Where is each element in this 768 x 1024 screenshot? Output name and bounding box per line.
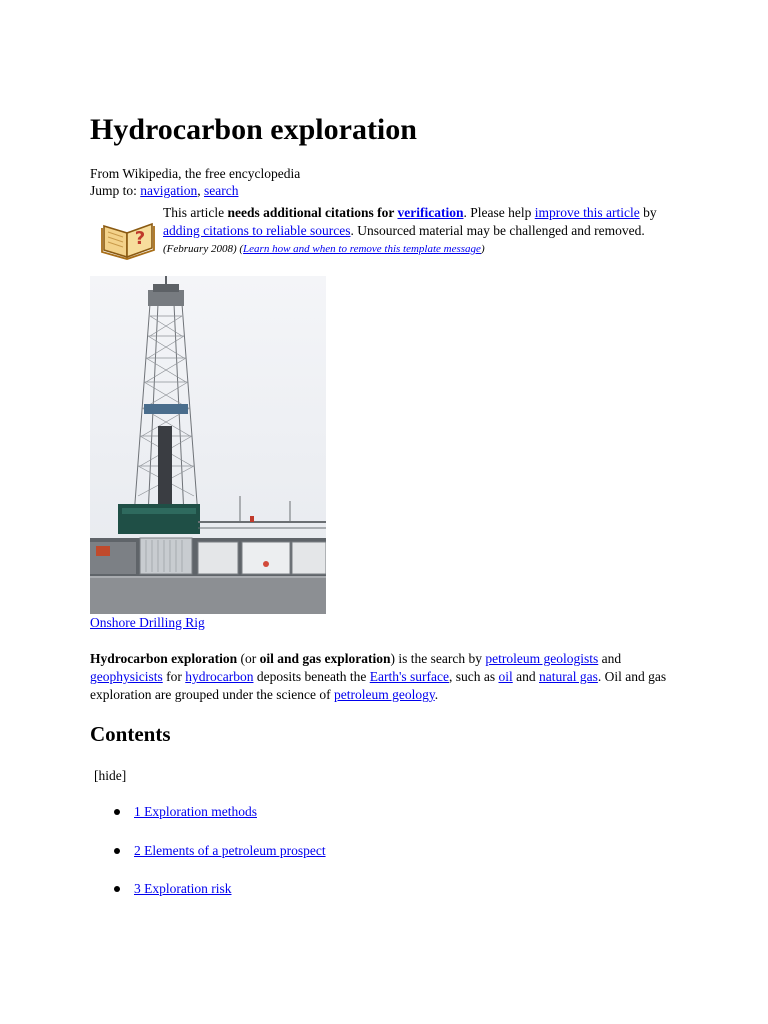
verification-link[interactable]: verification bbox=[397, 205, 464, 220]
improve-article-link[interactable]: improve this article bbox=[534, 205, 640, 220]
lead-text: . Oil and gas exploration are grouped under the science of bbox=[90, 669, 667, 702]
petroleum-geologists-link[interactable]: petroleum geologists bbox=[485, 651, 599, 666]
lead-bold-term: oil and gas exploration bbox=[259, 651, 391, 666]
lead-bold-term: Hydrocarbon exploration bbox=[90, 651, 238, 666]
notice-date: (February 2008) bbox=[163, 243, 237, 255]
lead-text: . bbox=[434, 687, 439, 702]
lead-text: and bbox=[598, 651, 622, 666]
notice-bold-text: needs additional citations for bbox=[227, 205, 398, 220]
book-question-icon bbox=[100, 212, 156, 260]
adding-citations-link[interactable]: adding citations to reliable sources bbox=[163, 222, 351, 238]
lead-text: and bbox=[512, 669, 540, 684]
toc-item bbox=[114, 842, 326, 860]
notice-text: This article bbox=[163, 205, 228, 220]
svg-text:?: ? bbox=[134, 228, 146, 249]
earths-surface-link[interactable]: Earth's surface bbox=[369, 669, 449, 684]
toc-link[interactable]: 2 Elements of a petroleum prospect bbox=[134, 843, 326, 858]
jump-to-separator: , bbox=[197, 183, 205, 198]
lead-text: , such as bbox=[449, 669, 499, 684]
notice-paren: ) bbox=[480, 243, 485, 255]
figure-caption-link[interactable]: Onshore Drilling Rig bbox=[90, 615, 205, 630]
lead-text: for bbox=[162, 669, 186, 684]
bullet-icon bbox=[114, 809, 120, 815]
jump-to-label: Jump to: bbox=[90, 183, 141, 198]
lead-paragraph bbox=[90, 650, 670, 704]
lead-text: (or bbox=[237, 651, 260, 666]
contents-heading: Contents bbox=[90, 722, 171, 746]
notice-text: by bbox=[639, 205, 657, 220]
notice-text: . Please help bbox=[463, 205, 535, 220]
jump-to-links bbox=[90, 182, 239, 200]
jump-to-navigation-link[interactable]: navigation bbox=[140, 183, 198, 198]
toc-hide-toggle[interactable]: [hide] bbox=[94, 768, 127, 783]
hydrocarbon-link[interactable]: hydrocarbon bbox=[185, 669, 254, 684]
figure-caption bbox=[90, 614, 205, 632]
petroleum-geology-link[interactable]: petroleum geology bbox=[334, 687, 435, 702]
drilling-rig-image[interactable] bbox=[90, 276, 326, 614]
toc-link[interactable]: 1 Exploration methods bbox=[134, 804, 257, 819]
bullet-icon bbox=[114, 886, 120, 892]
citation-notice bbox=[163, 204, 663, 259]
lead-text: deposits beneath the bbox=[253, 669, 370, 684]
toc-link[interactable]: 3 Exploration risk bbox=[134, 881, 232, 896]
page-title: Hydrocarbon exploration bbox=[90, 113, 417, 146]
notice-paren: ( bbox=[236, 243, 244, 255]
remove-template-link[interactable]: Learn how and when to remove this template message bbox=[243, 243, 481, 255]
geophysicists-link[interactable]: geophysicists bbox=[90, 669, 163, 684]
notice-text: . Unsourced material may be challenged and removed. bbox=[350, 222, 645, 238]
bullet-icon bbox=[114, 848, 120, 854]
toc-item bbox=[114, 803, 257, 821]
toc-item bbox=[114, 880, 232, 898]
site-tagline: From Wikipedia, the free encyclopedia bbox=[90, 166, 301, 181]
oil-link[interactable]: oil bbox=[498, 669, 513, 684]
natural-gas-link[interactable]: natural gas bbox=[539, 669, 598, 684]
jump-to-search-link[interactable]: search bbox=[204, 183, 239, 198]
lead-text: ) is the search by bbox=[390, 651, 486, 666]
